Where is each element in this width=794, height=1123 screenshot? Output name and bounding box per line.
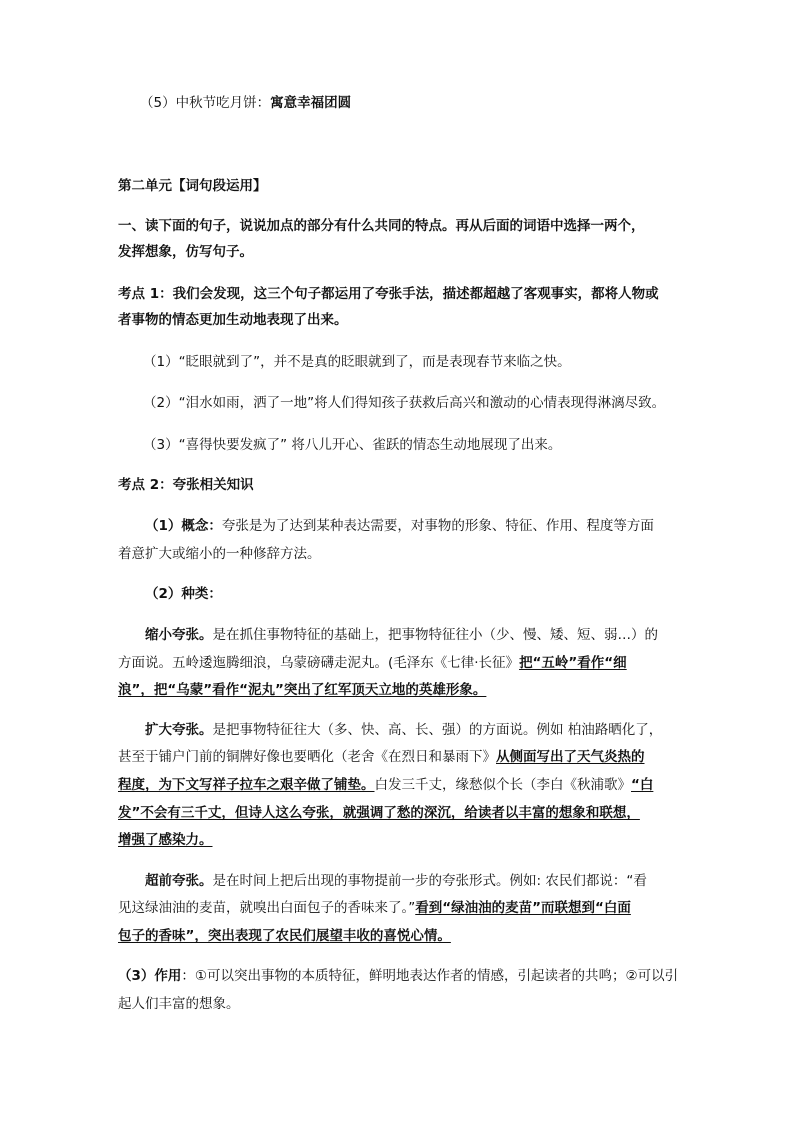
example-item-2: （2）“泪水如雨，洒了一地”将人们得知孩子获救后高兴和激动的心情表现得淋漓尽致。: [143, 395, 666, 411]
kaodian1-line-1: 考点 1：我们会发现，这三个句子都运用了夸张手法，描述都超越了客观事实，都将人物或: [118, 286, 659, 302]
expand-line-4: 发”不会有三千丈，但诗人这么夸张，就强调了愁的深沉，给读者以丰富的想象和联想，: [118, 805, 640, 821]
unit-title: 第二单元【词句段运用】: [118, 178, 267, 194]
effect-line-2: 起人们丰富的想象。: [118, 996, 240, 1012]
concept-line-1: [145, 515, 654, 537]
expand-analysis-1: 从侧面写出了天气炎热的: [496, 749, 645, 765]
concept-text: 夸张是为了达到某种表达需要，对事物的形象、特征、作用、程度等方面: [221, 518, 654, 534]
shrink-analysis-part: 把“五岭”看作“细: [519, 655, 627, 671]
kaodian1-line-2: 者事物的情态更加生动地表现了出来。: [118, 312, 348, 328]
advance-text: 是在时间上把后出现的事物提前一步的夸张形式。例如: 农民们都说：“看: [212, 873, 647, 889]
expand-example-1: 甚至于铺户门前的铜牌好像也要晒化（老舍《在烈日和暴雨下》: [118, 749, 496, 765]
advance-analysis: 看到“绿油油的麦苗”而联想到“白面: [415, 900, 631, 916]
effect-text: ：①可以突出事物的本质特征，鲜明地表达作者的情感，引起读者的共鸣；②可以引: [181, 968, 679, 984]
kaodian2-heading: 考点 2：夸张相关知识: [118, 477, 254, 493]
types-label: （2）种类：: [145, 586, 222, 602]
shrink-line-1: [145, 624, 658, 646]
expand-line-1: [145, 719, 662, 741]
advance-line-2: [118, 897, 631, 919]
bold-meaning: 寓意幸福团圆: [270, 95, 352, 111]
shrink-title: 缩小夸张。: [145, 627, 213, 643]
advance-title: 超前夸张。: [145, 873, 213, 889]
expand-analysis-2-start: “白: [631, 777, 654, 793]
example-item-3: （3）“喜得快要发疯了” 将八儿开心、雀跃的情态生动地展现了出来。: [143, 437, 562, 453]
question-line-2: 发挥想象，仿写句子。: [118, 244, 253, 260]
expand-text: 是把事物特征往大（多、快、高、长、强）的方面说。例如 柏油路晒化了，: [212, 722, 663, 738]
example-item-1: （1）“眨眼就到了”，并不是真的眨眼就到了，而是表现春节来临之快。: [143, 354, 571, 370]
advance-line-1: [145, 870, 647, 892]
item-prefix: （5）中秋节吃月饼：: [140, 95, 271, 111]
expand-analysis-1-end: 程度，为下文写祥子拉车之艰辛做了铺垫。: [118, 777, 375, 793]
expand-line-5: 增强了感染力。: [118, 832, 213, 848]
expand-line-2: [118, 746, 645, 768]
expand-example-2: 白发三千丈，缘愁似个长（李白《秋浦歌》: [374, 777, 631, 793]
shrink-line-2: [118, 652, 627, 674]
effect-line-1: [118, 965, 678, 987]
advance-example: 见这绿油油的麦苗，就嗅出白面包子的香味来了。”: [118, 900, 416, 916]
shrink-example: 方面说。五岭逶迤腾细浪，乌蒙磅礴走泥丸。(毛泽东《七律·长征》: [118, 655, 520, 671]
advance-line-3: 包子的香味”，突出表现了农民们展望丰收的喜悦心情。: [118, 928, 451, 944]
expand-line-3: [118, 774, 653, 796]
shrink-text: 是在抓住事物特征的基础上，把事物特征往小（少、慢、矮、短、弱…）的: [212, 627, 658, 643]
shrink-line-3: 浪”，把“乌蒙”看作“泥丸”突出了红军顶天立地的英雄形象。: [118, 682, 487, 698]
concept-label: （1）概念：: [145, 518, 222, 534]
paragraph-mooncake: [140, 92, 351, 114]
expand-title: 扩大夸张。: [145, 722, 213, 738]
concept-line-2: 着意扩大或缩小的一种修辞方法。: [118, 546, 321, 562]
question-line-1: 一、读下面的句子，说说加点的部分有什么共同的特点。再从后面的词语中选择一两个，: [118, 218, 645, 234]
effect-label: （3）作用: [118, 968, 182, 984]
